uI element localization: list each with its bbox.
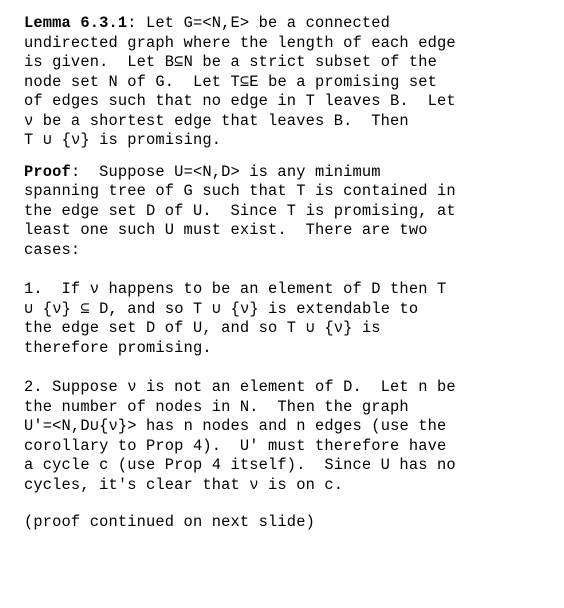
case1-paragraph xyxy=(24,280,554,358)
continuation-note: (proof continued on next slide) xyxy=(24,513,315,531)
lemma-paragraph xyxy=(24,14,554,151)
spacer xyxy=(24,260,554,280)
lemma-text: : Let G=<N,E> be a connected xyxy=(127,14,391,32)
continuation-note-paragraph xyxy=(24,513,554,533)
lemma-line: ν be a shortest edge that leaves B. Then xyxy=(24,111,409,130)
lemma-label: Lemma 6.3.1 xyxy=(24,14,128,32)
spacer xyxy=(24,358,554,378)
lemma-line: is given. Let B⊆N be a strict subset of the xyxy=(24,53,438,71)
proof-line: spanning tree of G such that T is contained in xyxy=(24,182,456,200)
case2-line: cycles, it's clear that ν is on c. xyxy=(24,475,344,494)
proof-label: Proof xyxy=(24,162,71,181)
proof-line xyxy=(24,163,554,183)
case1-line: therefore promising. xyxy=(24,338,212,357)
case1-line: 1. If ν happens to be an element of D then T xyxy=(24,280,447,298)
slide-document xyxy=(24,14,554,533)
proof-line: least one such U must exist. There are two xyxy=(24,221,428,239)
case1-line: ∪ {ν} ⊆ D, and so T ∪ {ν} is extendable to xyxy=(24,299,419,318)
spacer xyxy=(24,495,554,513)
lemma-line: undirected graph where the length of each edge xyxy=(24,33,456,52)
case2-line: corollary to Prop 4). U' must therefore have xyxy=(24,436,447,455)
proof-text: : Suppose U=<N,D> is any minimum xyxy=(70,162,381,181)
proof-paragraph xyxy=(24,163,554,261)
case2-line: a cycle c (use Prop 4 itself). Since U has no xyxy=(24,456,456,474)
case2-line: the number of nodes in N. Then the graph xyxy=(24,397,409,416)
proof-line: the edge set D of U. Since T is promising, at xyxy=(24,201,456,220)
lemma-line xyxy=(24,14,554,34)
case2-paragraph xyxy=(24,378,554,495)
lemma-line: node set N of G. Let T⊆E be a promising set xyxy=(24,72,438,91)
lemma-line: T ∪ {ν} is promising. xyxy=(24,131,222,149)
case1-line: the edge set D of U, and so T ∪ {ν} is xyxy=(24,319,381,337)
case2-line: 2. Suppose ν is not an element of D. Let n be xyxy=(24,378,456,396)
case2-line: U'=<N,D∪{ν}> has n nodes and n edges (use the xyxy=(24,417,447,435)
lemma-line: of edges such that no edge in T leaves B. Let xyxy=(24,92,456,110)
spacer xyxy=(24,151,554,163)
proof-line: cases: xyxy=(24,240,81,259)
